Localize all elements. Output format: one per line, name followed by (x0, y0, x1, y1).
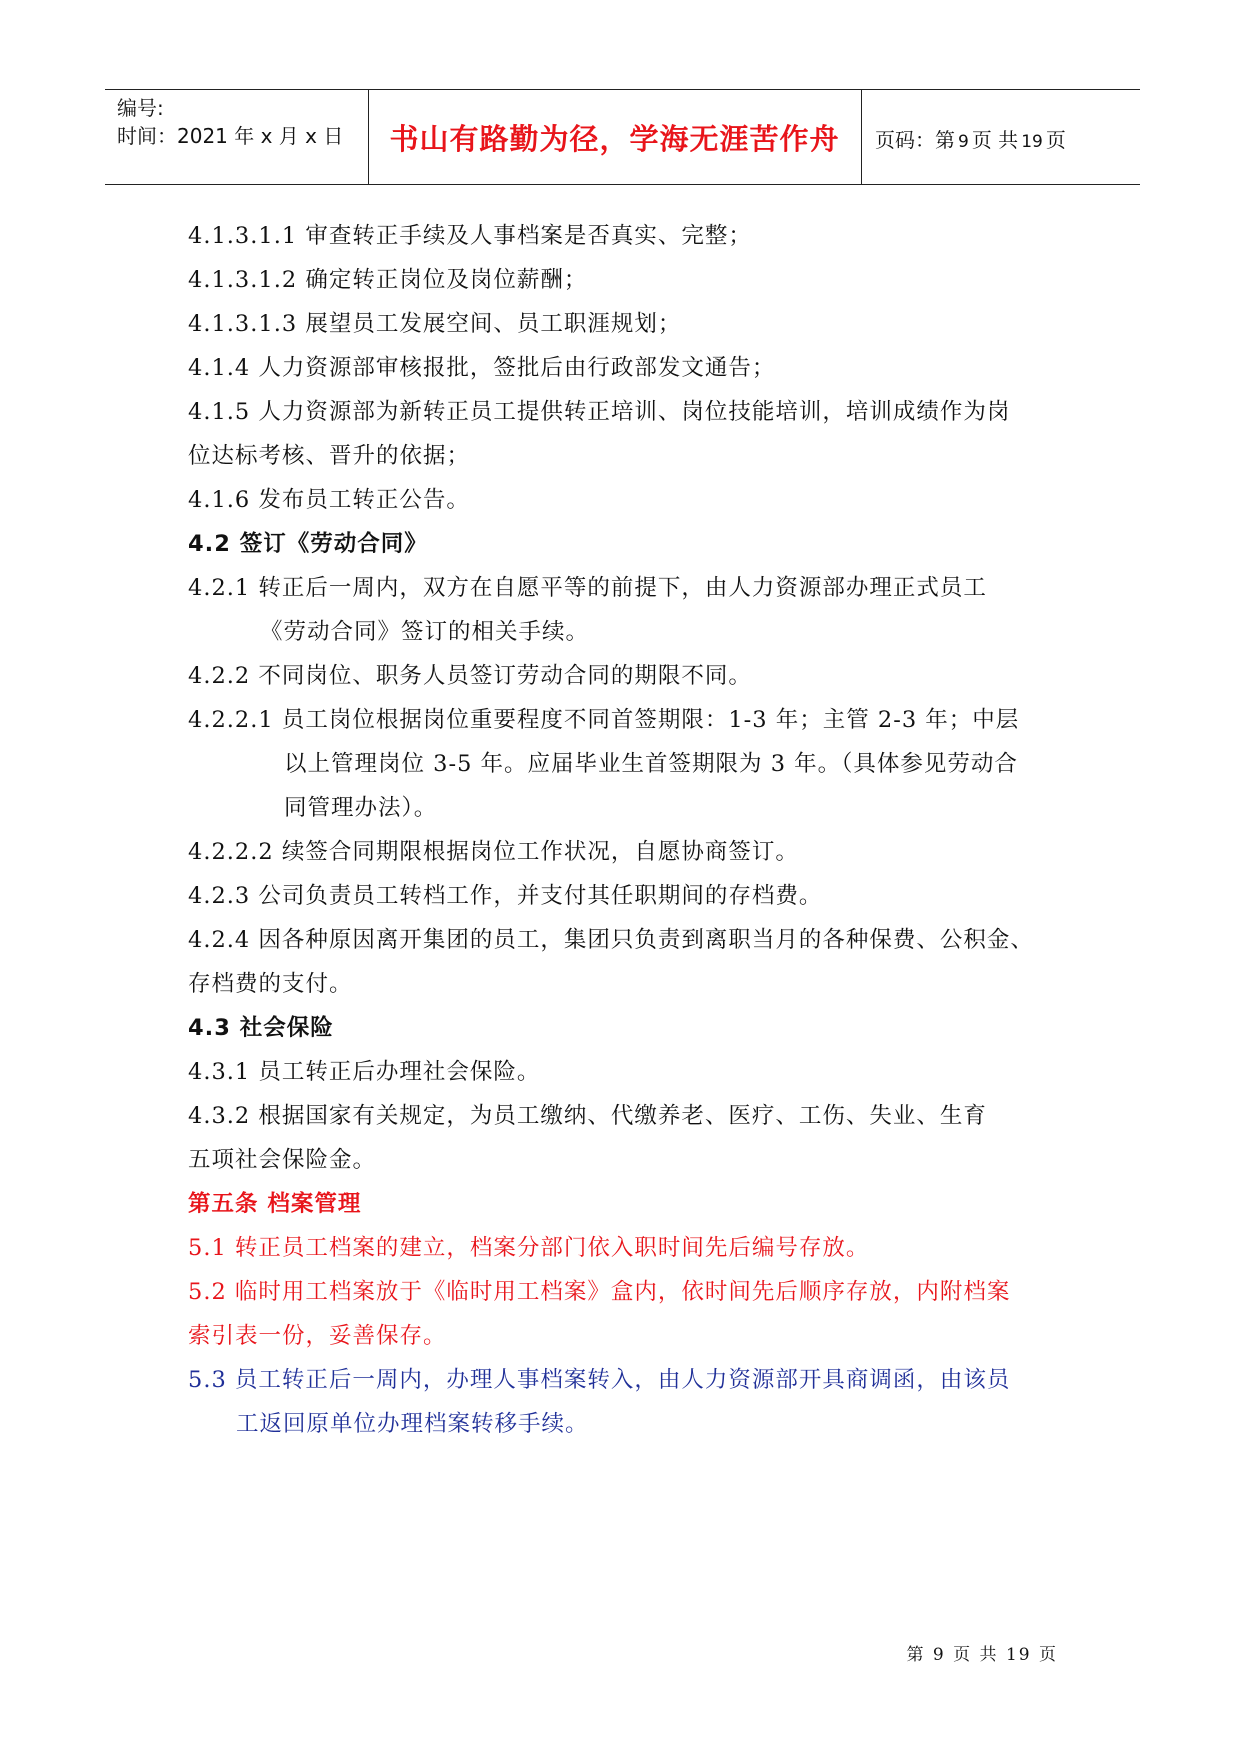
clause-line: 5.3 员工转正后一周内，办理人事档案转入，由人力资源部开具商调函，由该员 (188, 1367, 1011, 1393)
header-motto: 书山有路勤为径，学海无涯苦作舟 (389, 122, 840, 156)
clause-line: 4.2.2.2 续签合同期限根据岗位工作状况，自愿协商签订。 (188, 839, 799, 865)
clause-line: 4.1.3.1.3 展望员工发展空间、员工职涯规划； (188, 311, 682, 337)
clause-line-continuation: 位达标考核、晋升的依据； (188, 443, 471, 469)
clause-line: 5.1 转正员工档案的建立，档案分部门依入职时间先后编号存放。 (188, 1235, 870, 1261)
document-time: 时间：2021 年 x 月 x 日 (117, 124, 344, 148)
header-meta (117, 94, 343, 150)
clause-line-continuation: 工返回原单位办理档案转移手续。 (236, 1411, 589, 1437)
section-heading: 4.3 社会保险 (188, 1015, 334, 1041)
clause-line: 4.1.4 人力资源部审核报批，签批后由行政部发文通告； (188, 355, 776, 381)
header-divider (861, 90, 862, 184)
page-suffix: 页 (1045, 128, 1066, 152)
page-header (105, 89, 1140, 185)
clause-line: 5.2 临时用工档案放于《临时用工档案》盒内，依时间先后顺序存放，内附档案 (188, 1279, 1011, 1305)
page-prefix: 页码：第 (875, 128, 955, 152)
clause-line: 4.2.2.1 员工岗位根据岗位重要程度不同首签期限：1-3 年；主管 2-3 年；中层 (188, 707, 1020, 733)
clause-line: 4.1.3.1.2 确定转正岗位及岗位薪酬； (188, 267, 588, 293)
clause-line-continuation: 以上管理岗位 3-5 年。应届毕业生首签期限为 3 年。（具体参见劳动合 (284, 751, 1018, 777)
clause-line-continuation: 存档费的支付。 (188, 971, 353, 997)
clause-line: 4.2.4 因各种原因离开集团的员工，集团只负责到离职当月的各种保费、公积金、 (188, 927, 1034, 953)
clause-line: 4.1.3.1.1 审查转正手续及人事档案是否真实、完整； (188, 223, 752, 249)
clause-line-continuation: 《劳动合同》签订的相关手续。 (260, 619, 590, 645)
page-total: 19 (1021, 132, 1043, 152)
clause-line: 4.3.2 根据国家有关规定，为员工缴纳、代缴养老、医疗、工伤、失业、生育 (188, 1103, 987, 1129)
clause-line-continuation: 同管理办法）。 (284, 795, 438, 821)
clause-line-continuation: 索引表一份，妥善保存。 (188, 1323, 447, 1349)
document-code-label: 编号: (117, 96, 164, 120)
page-footer: 第 9 页 共 19 页 (906, 1645, 1058, 1665)
clause-line: 4.1.6 发布员工转正公告。 (188, 487, 470, 513)
clause-line: 4.2.3 公司负责员工转档工作，并支付其任职期间的存档费。 (188, 883, 823, 909)
header-page-number (875, 124, 1066, 153)
clause-line: 4.3.1 员工转正后办理社会保险。 (188, 1059, 541, 1085)
clause-line: 4.2.1 转正后一周内，双方在自愿平等的前提下，由人力资源部办理正式员工 (188, 575, 987, 601)
clause-line: 4.2.2 不同岗位、职务人员签订劳动合同的期限不同。 (188, 663, 752, 689)
page-mid: 页 共 (971, 128, 1019, 152)
page-current: 9 (958, 132, 969, 152)
clause-line: 4.1.5 人力资源部为新转正员工提供转正培训、岗位技能培训，培训成绩作为岗 (188, 399, 1011, 425)
section-heading: 4.2 签订《劳动合同》 (188, 531, 428, 557)
article-heading: 第五条 档案管理 (188, 1191, 362, 1217)
clause-line-continuation: 五项社会保险金。 (188, 1147, 377, 1173)
